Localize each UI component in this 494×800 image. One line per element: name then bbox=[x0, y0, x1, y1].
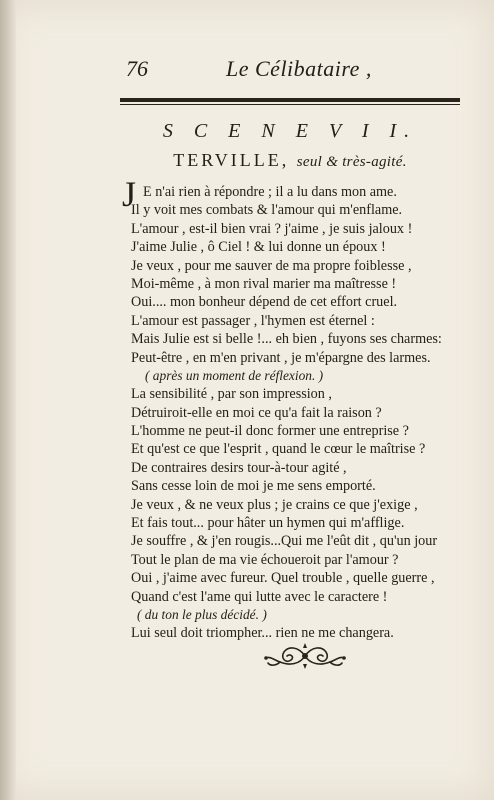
verse-line: Je veux , pour me sauver de ma propre foiblesse , bbox=[131, 257, 412, 274]
speaker-name: TERVILLE, bbox=[173, 150, 290, 170]
fleuron-ornament-icon bbox=[260, 642, 350, 670]
header-rule-thick bbox=[120, 98, 460, 102]
verse-line: Sans cesse loin de moi je me sens emporté. bbox=[131, 478, 376, 495]
page-header bbox=[122, 56, 458, 86]
verse-line: Et fais tout... pour hâter un hymen qui m'afflige. bbox=[131, 515, 405, 532]
verse-line: L'homme ne peut-il donc former une entreprise ? bbox=[131, 423, 409, 440]
verse-line: Oui.... mon bonheur dépend de cet effort cruel. bbox=[131, 294, 398, 311]
speaker-direction: seul & très-agité. bbox=[296, 154, 407, 170]
verse-line: La sensibilité , par son impression , bbox=[131, 386, 332, 403]
verse-line: Lui seul doit triompher... rien ne me changera. bbox=[131, 625, 394, 642]
verse-block bbox=[131, 183, 476, 643]
verse-line: Moi-même , à mon rival marier ma maîtresse ! bbox=[131, 275, 397, 292]
verse-line: Je veux , & ne veux plus ; je crains ce que j'exige , bbox=[131, 496, 418, 513]
header-rule bbox=[120, 98, 460, 106]
verse-line: Il y voit mes combats & l'amour qui m'enflame. bbox=[131, 202, 403, 219]
scene-title: S C E N E V I I. bbox=[162, 120, 418, 142]
drop-cap: J bbox=[122, 174, 137, 214]
running-title: Le Célibataire , bbox=[226, 56, 372, 81]
verse-line: Peut-être , en m'en privant , je m'épargne des larmes. bbox=[131, 349, 431, 366]
verse-line: J'aime Julie , ô Ciel ! & lui donne un époux ! bbox=[131, 239, 386, 256]
verse-line: Mais Julie est si belle !... eh bien , fuyons ses charmes: bbox=[131, 331, 442, 348]
stage-direction: ( du ton le plus décidé. ) bbox=[137, 606, 267, 622]
stage-direction: ( après un moment de réflexion. ) bbox=[145, 367, 324, 383]
verse-line: Quand c'est l'ame qui lutte avec le caractere ! bbox=[131, 588, 388, 605]
speaker-heading bbox=[120, 150, 460, 171]
verse-line: Détruiroit-elle en moi ce qu'a fait la raison ? bbox=[131, 404, 382, 421]
verse-line: Et qu'est ce que l'esprit , quand le cœur le maîtrise ? bbox=[131, 441, 426, 458]
header-rule-thin bbox=[120, 104, 460, 105]
verse-line: L'amour , est-il bien vrai ? j'aime , je suis jaloux ! bbox=[131, 220, 413, 237]
verse-line: L'amour est passager , l'hymen est éternel : bbox=[131, 312, 375, 329]
verse-line: Je souffre , & j'en rougis...Qui me l'eût dit , qu'un jour bbox=[131, 533, 438, 550]
verse-line: De contraires desirs tour-à-tour agité , bbox=[131, 459, 347, 476]
verse-line: Tout le plan de ma vie échoueroit par l'amour ? bbox=[131, 551, 399, 568]
page-number: 76 bbox=[126, 56, 148, 81]
verse-line: Oui , j'aime avec fureur. Quel trouble , quelle guerre , bbox=[131, 570, 435, 587]
page-gutter-shadow bbox=[0, 0, 16, 800]
verse-line: E n'ai rien à répondre ; il a lu dans mon ame. bbox=[143, 184, 397, 200]
